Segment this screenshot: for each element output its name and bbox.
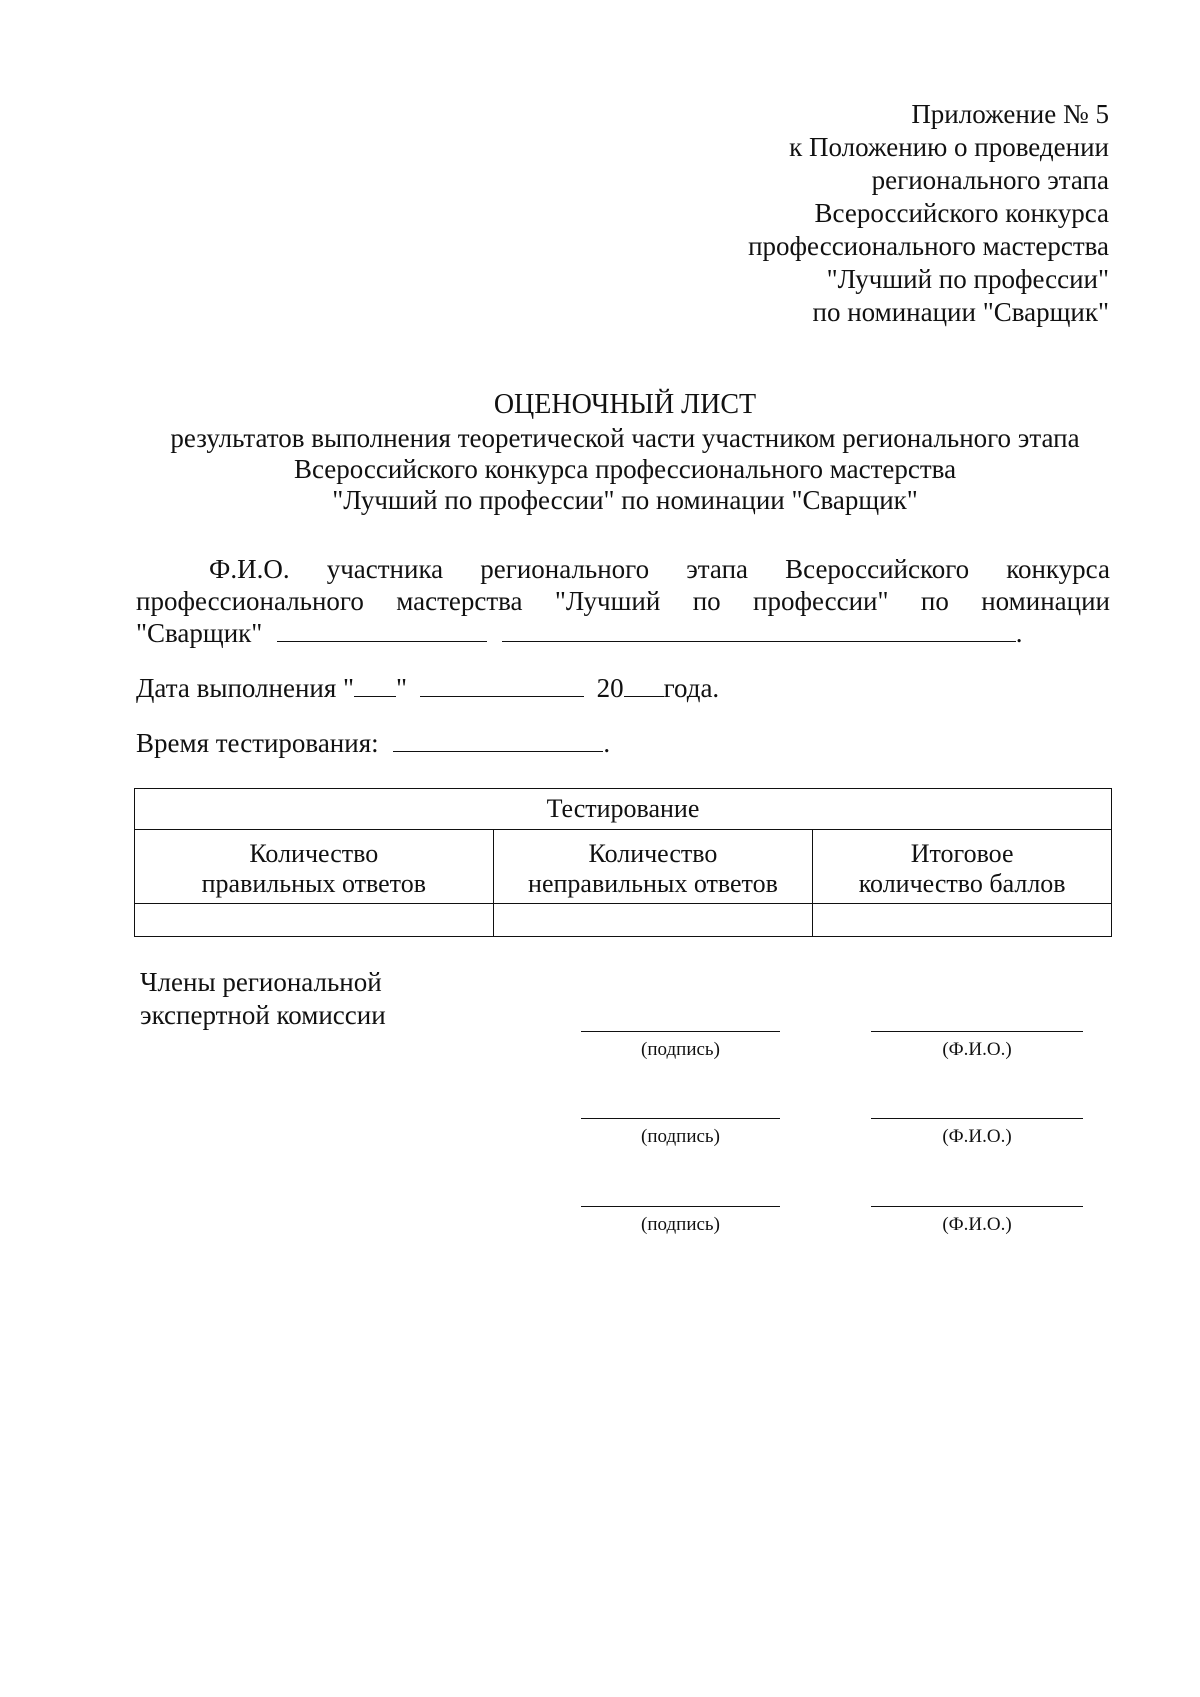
period: . [1015,618,1023,648]
date-quote: " [396,673,408,703]
word: участника [326,554,444,584]
full-name-line[interactable] [871,1031,1083,1032]
column-header-line: правильных ответов [201,868,426,898]
word: конкурса [1006,554,1110,584]
signature-line[interactable] [581,1118,780,1119]
word: регионального [480,554,650,584]
appendix-line: "Лучший по профессии" [826,264,1109,294]
document-title-block [0,388,1200,516]
signature-row [0,1118,1200,1168]
word: Всероссийского [785,554,970,584]
column-header-line: неправильных ответов [528,868,778,898]
commission-line: экспертной комиссии [140,1000,386,1030]
nomination-label: "Сварщик" [136,618,263,648]
signature-caption: (подпись) [641,1126,720,1147]
word: мастерства [396,586,523,616]
time-label: Время тестирования: [136,728,379,758]
signature-caption: (подпись) [641,1039,720,1060]
completion-date-line [136,672,719,704]
signature-caption: (подпись) [641,1214,720,1235]
document-subtitle-line: "Лучший по профессии" по номинации "Сварщик" [332,485,918,515]
table-column-headers [135,830,1112,904]
column-header-total [813,830,1112,904]
document-subtitle-line: результатов выполнения теоретической части участником регионального этапа [170,423,1080,453]
year-prefix: 20 [596,673,624,703]
day-blank-field[interactable] [354,674,396,697]
full-name-line[interactable] [871,1206,1083,1207]
year-blank-field[interactable] [624,674,664,697]
appendix-line: Всероссийского конкурса [814,198,1109,228]
month-blank-field[interactable] [420,674,584,697]
participant-line-3 [136,617,1110,649]
time-period: . [603,728,611,758]
word: Ф.И.О. [209,554,290,584]
appendix-line: профессионального мастерства [748,231,1109,261]
participant-line-2 [136,585,1110,617]
appendix-header [748,98,1109,329]
column-header-line: Итоговое [910,838,1014,868]
total-score-cell[interactable] [813,904,1112,937]
full-name-caption: (Ф.И.О.) [942,1214,1012,1235]
signature-row [0,1031,1200,1081]
participant-name-paragraph [136,553,1110,649]
signature-line[interactable] [581,1206,780,1207]
time-blank-field[interactable] [393,729,603,752]
correct-answers-cell[interactable] [135,904,494,937]
signature-row [0,1206,1200,1256]
column-header-correct [135,830,494,904]
date-label: Дата выполнения " [136,673,355,703]
word: по [920,586,949,616]
commission-line: Члены региональной [140,967,382,997]
signature-line[interactable] [581,1031,780,1032]
appendix-line: регионального этапа [871,165,1109,195]
word: этапа [686,554,748,584]
word: профессионального [136,586,364,616]
column-header-line: Количество [588,838,718,868]
full-name-caption: (Ф.И.О.) [942,1039,1012,1060]
word: профессии" [753,586,889,616]
testing-results-table [134,788,1112,937]
full-name-line[interactable] [871,1118,1083,1119]
participant-line-1 [136,553,1110,585]
name-blank-field[interactable] [502,619,1016,642]
word: по [692,586,721,616]
column-header-line: Количество [249,838,379,868]
word: "Лучший [554,586,661,616]
table-header-row [135,789,1112,830]
appendix-line: Приложение № 5 [911,99,1109,129]
appendix-line: к Положению о проведении [789,132,1109,162]
column-header-line: количество баллов [858,868,1066,898]
year-suffix: года. [663,673,720,703]
commission-label [140,966,386,1032]
document-title: ОЦЕНОЧНЫЙ ЛИСТ [493,389,757,420]
appendix-line: по номинации "Сварщик" [812,297,1109,327]
incorrect-answers-cell[interactable] [493,904,813,937]
word: номинации [981,586,1110,616]
table-row [135,904,1112,937]
column-header-incorrect [493,830,813,904]
surname-blank-field[interactable] [277,619,487,642]
testing-time-line [136,727,610,759]
document-subtitle-line: Всероссийского конкурса профессионального мастерства [293,454,957,484]
table-header-testing: Тестирование [135,789,1112,830]
full-name-caption: (Ф.И.О.) [942,1126,1012,1147]
